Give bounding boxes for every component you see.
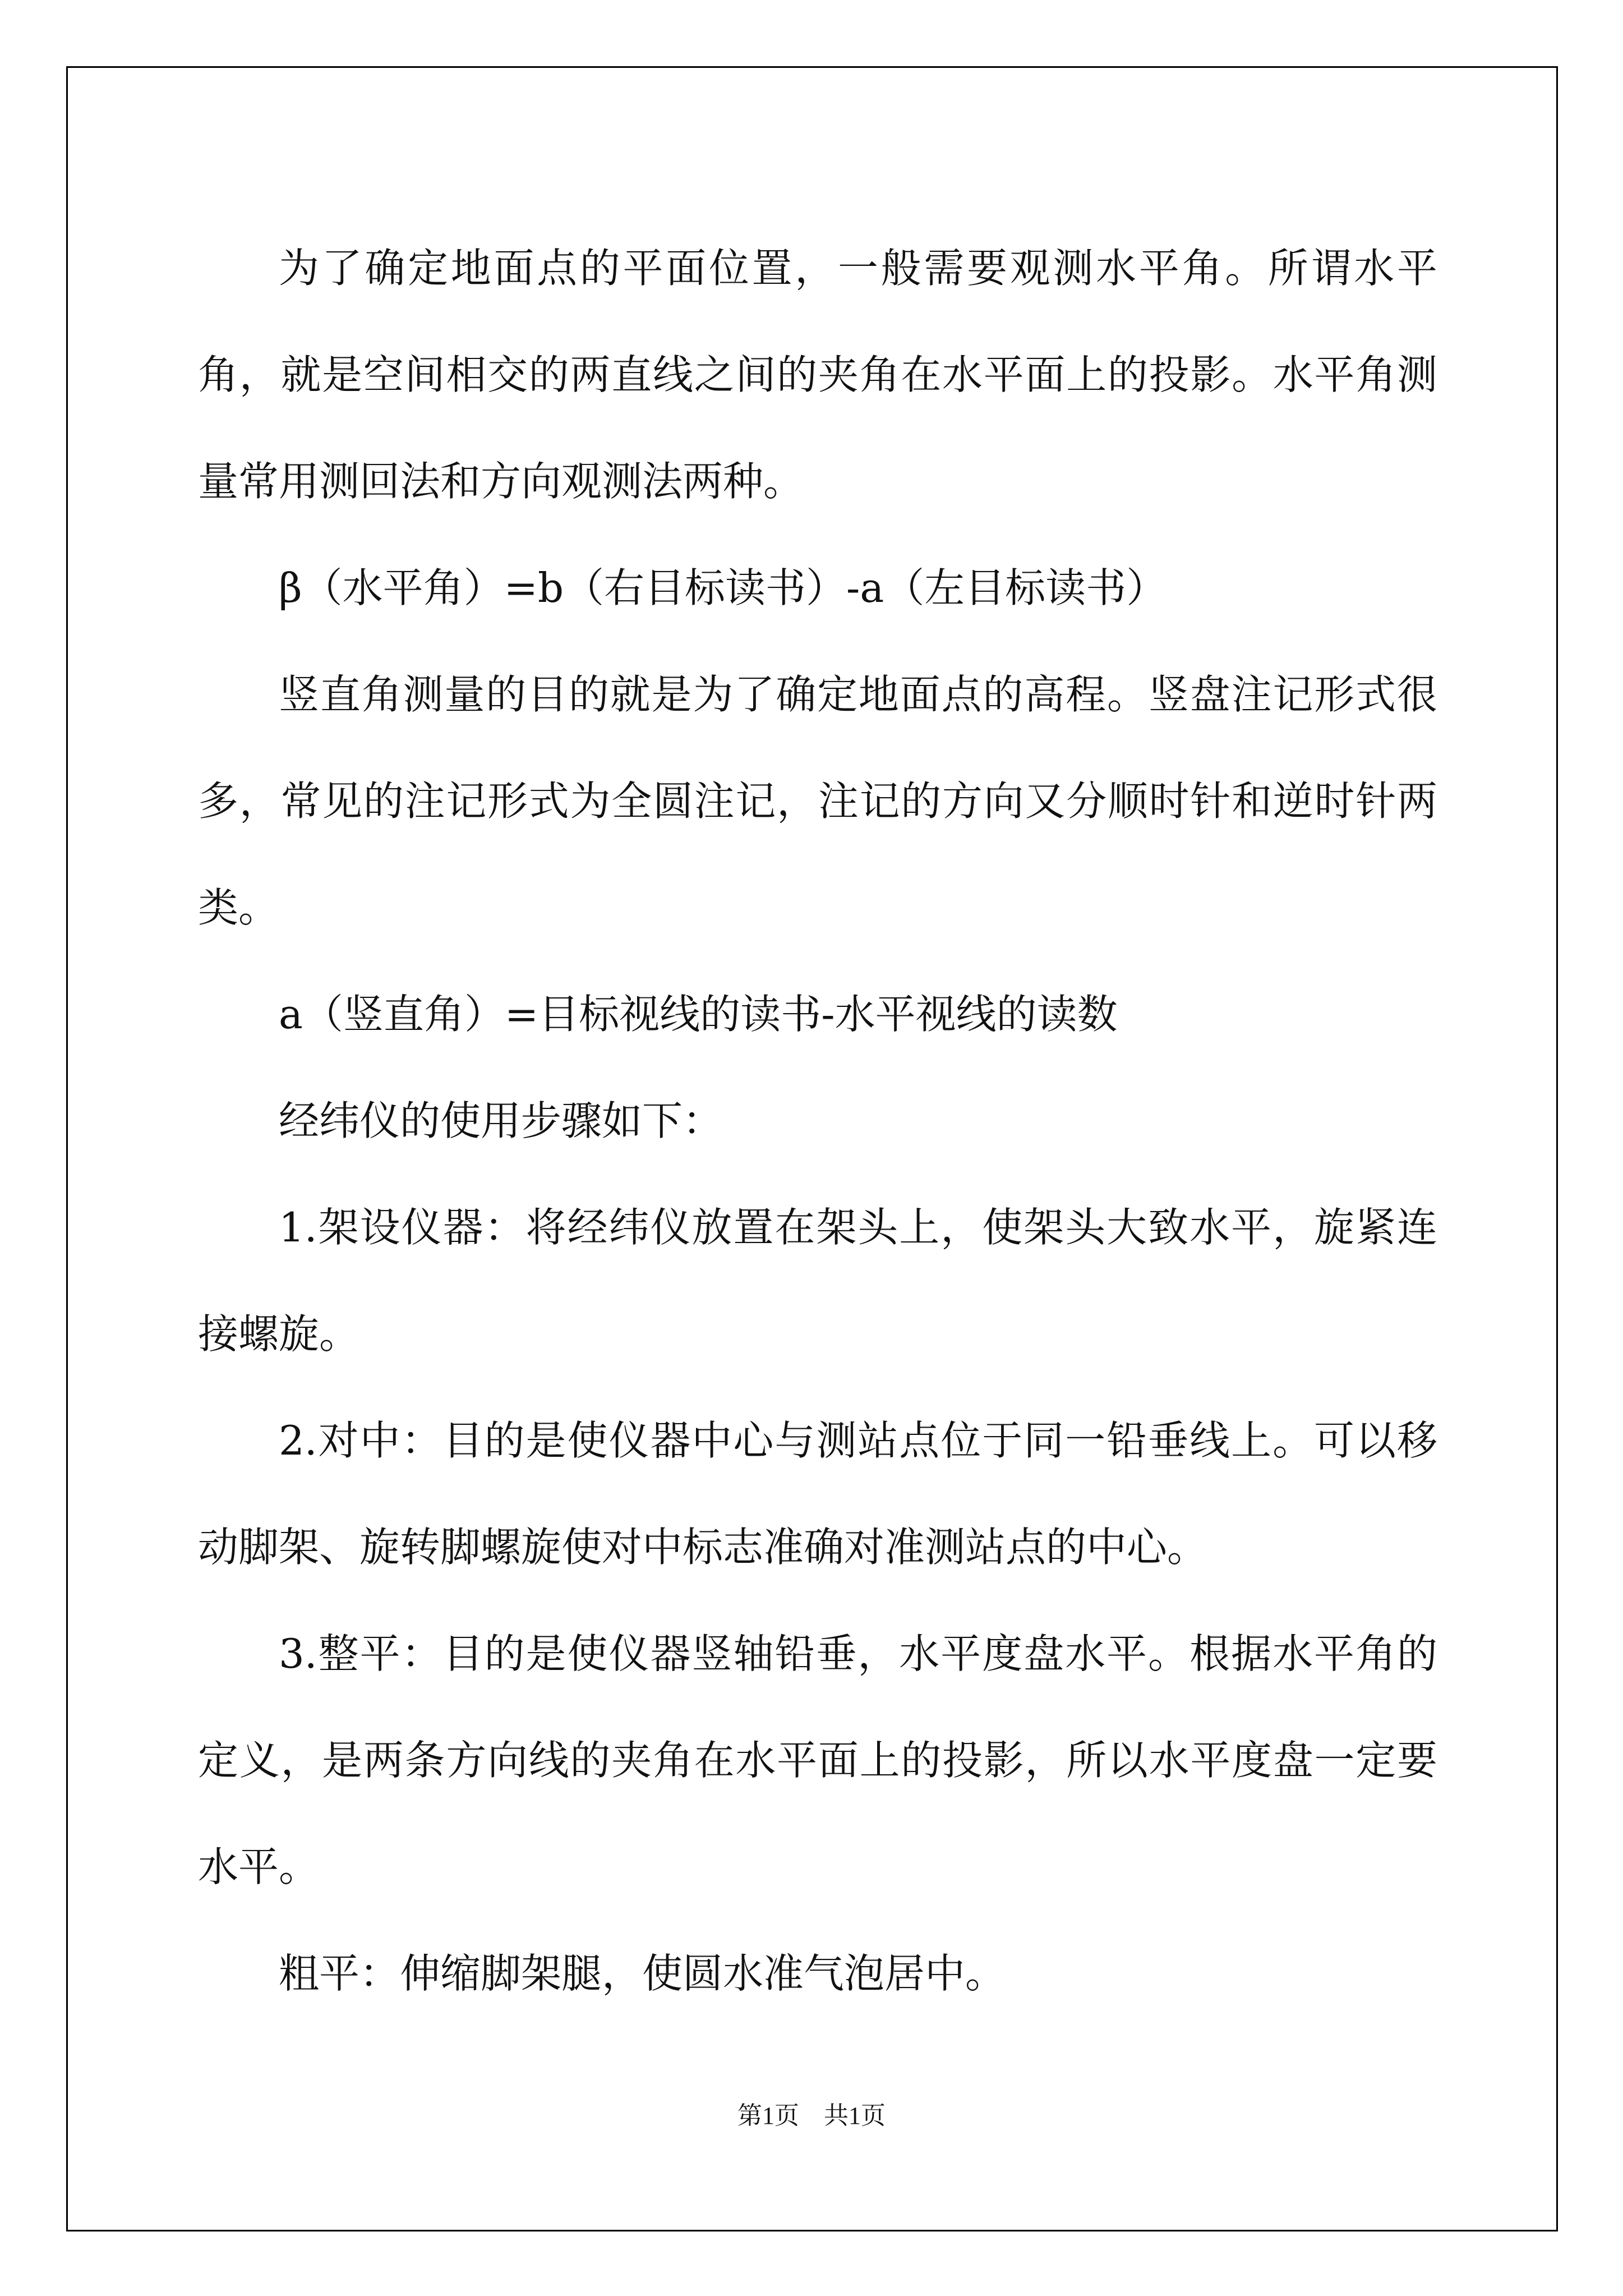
- step-1-setup: 1.架设仪器：将经纬仪放置在架头上，使架头大致水平，旋紧连接螺旋。: [198, 1204, 1437, 1358]
- paragraph-steps-intro: 经纬仪的使用步骤如下：: [279, 1097, 723, 1144]
- rough-leveling: 粗平：伸缩脚架腿，使圆水准气泡居中。: [279, 1950, 1006, 1997]
- page-number: 第1页 共1页: [737, 2102, 886, 2129]
- step-3-leveling: 3.整平：目的是使仪器竖轴铅垂，水平度盘水平。根据水平角的定义，是两条方向线的夹角在水平面上的投影，所以水平度盘一定要水平。: [198, 1630, 1437, 1890]
- formula-horizontal-angle: β（水平角）=b（右目标读书）-a（左目标读书）: [279, 564, 1167, 611]
- step-2-centering: 2.对中：目的是使仪器中心与测站点位于同一铅垂线上。可以移动脚架、旋转脚螺旋使对中标志准确对准测站点的中心。: [198, 1417, 1437, 1571]
- document-body: [198, 215, 1437, 2027]
- formula-vertical-angle: a（竖直角）=目标视线的读书-水平视线的读数: [279, 991, 1118, 1038]
- paragraph-horizontal-angle: 为了确定地面点的平面位置，一般需要观测水平角。所谓水平角，就是空间相交的两直线之间的夹角在水平面上的投影。水平角测量常用测回法和方向观测法两种。: [198, 245, 1437, 505]
- paragraph-vertical-angle: 竖直角测量的目的就是为了确定地面点的高程。竖盘注记形式很多，常见的注记形式为全圆注记，注记的方向又分顺时针和逆时针两类。: [198, 671, 1437, 931]
